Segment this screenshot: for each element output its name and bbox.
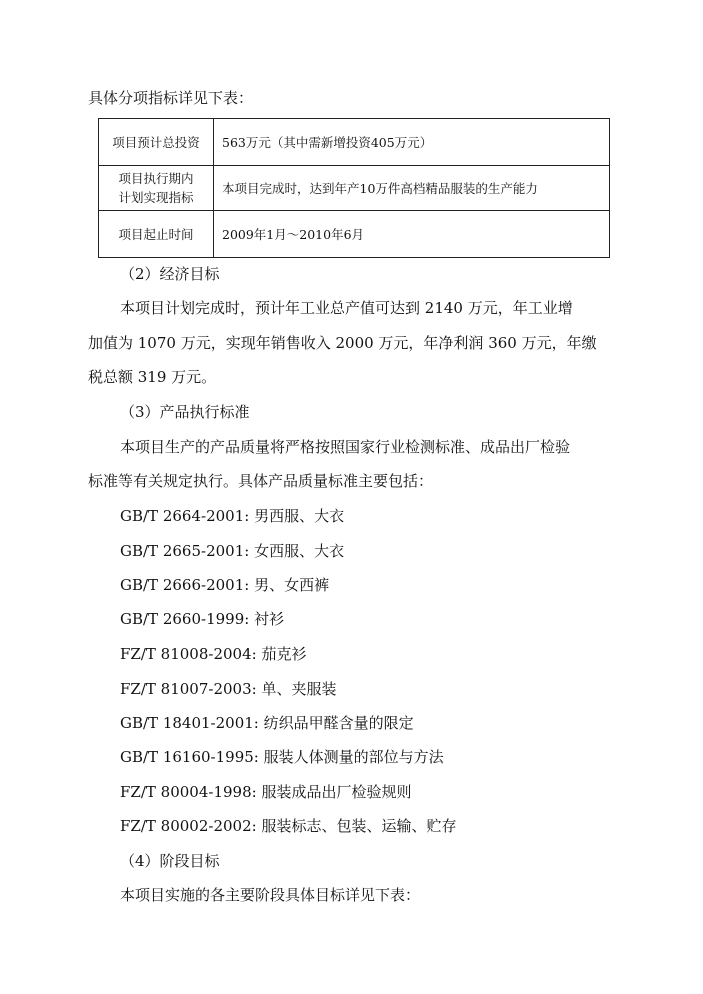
- table-key: 项目预计总投资: [99, 119, 214, 166]
- standard-code: GB/T 18401-2001:: [120, 714, 259, 732]
- intro-text: 具体分项指标详见下表：: [88, 89, 254, 107]
- table-row: [99, 166, 610, 211]
- standard-item: [120, 506, 344, 526]
- table-value: 563万元（其中需新增投资405万元）: [214, 119, 610, 166]
- standard-desc: 茄克衫: [261, 645, 307, 663]
- standard-code: FZ/T 81007-2003:: [120, 680, 257, 698]
- standard-item: [120, 679, 336, 699]
- table-key: [99, 166, 214, 211]
- table-row: [99, 211, 610, 258]
- standard-item: [120, 541, 344, 561]
- standard-desc: 服装人体测量的部位与方法: [263, 748, 444, 766]
- paragraph-line: 标准等有关规定执行。具体产品质量标准主要包括：: [88, 472, 434, 490]
- standard-code: GB/T 2664-2001:: [120, 507, 250, 525]
- standard-code: GB/T 2665-2001:: [120, 542, 250, 560]
- paragraph-line: 本项目计划完成时，预计年工业总产值可达到 2140 万元，年工业增: [120, 299, 573, 317]
- standard-item: [120, 713, 414, 733]
- paragraph-line: 本项目生产的产品质量将严格按照国家行业检测标准、成品出厂检验: [120, 438, 571, 456]
- standard-item: [120, 816, 456, 836]
- table-value: 本项目完成时，达到年产10万件高档精品服装的生产能力: [214, 166, 610, 211]
- standard-desc: 服装成品出厂检验规则: [261, 783, 412, 801]
- standard-code: GB/T 2660-1999:: [120, 610, 250, 628]
- indicator-table: [98, 118, 610, 258]
- standard-desc: 男、女西裤: [254, 576, 330, 594]
- section-heading-stage: （4）阶段目标: [120, 852, 220, 870]
- paragraph-line: 加值为 1070 万元，实现年销售收入 2000 万元，年净利润 360 万元，年缴: [88, 334, 597, 352]
- table-key: 项目起止时间: [99, 211, 214, 258]
- standard-desc: 单、夹服装: [261, 680, 337, 698]
- standard-item: [120, 747, 444, 767]
- section-heading-standards: （3）产品执行标准: [120, 403, 250, 421]
- table-value: 2009年1月～2010年6月: [214, 211, 610, 258]
- standard-item: [120, 644, 306, 664]
- standard-desc: 纺织品甲醛含量的限定: [263, 714, 414, 732]
- standard-code: GB/T 16160-1995:: [120, 748, 259, 766]
- standard-code: FZ/T 80004-1998:: [120, 783, 257, 801]
- table-key-line: 项目执行期内: [118, 171, 194, 186]
- paragraph-line: 本项目实施的各主要阶段具体目标详见下表：: [120, 886, 421, 904]
- standard-item: [120, 782, 411, 802]
- table-key-line: 计划实现指标: [118, 190, 194, 205]
- standard-desc: 衬衫: [254, 610, 285, 628]
- standard-desc: 男西服、大衣: [254, 507, 345, 525]
- paragraph-line: 税总额 319 万元。: [88, 368, 217, 386]
- section-heading-economic: （2）经济目标: [120, 265, 220, 283]
- standard-code: FZ/T 81008-2004:: [120, 645, 257, 663]
- standard-item: [120, 609, 284, 629]
- standard-code: GB/T 2666-2001:: [120, 576, 250, 594]
- standard-item: [120, 575, 329, 595]
- standard-desc: 服装标志、包装、运输、贮存: [261, 817, 457, 835]
- standard-code: FZ/T 80002-2002:: [120, 817, 257, 835]
- table-row: [99, 119, 610, 166]
- standard-desc: 女西服、大衣: [254, 542, 345, 560]
